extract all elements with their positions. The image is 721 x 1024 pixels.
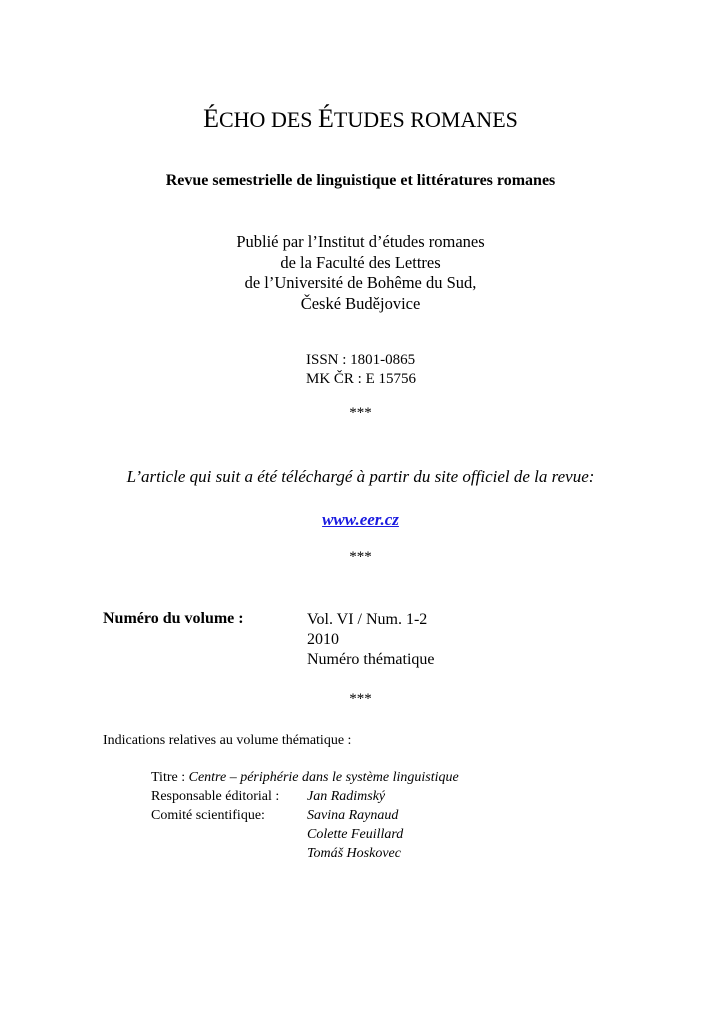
download-notice: L’article qui suit a été téléchargé à partir du site officiel de la revue: [126,467,595,486]
journal-subtitle: Revue semestrielle de linguistique et littératures romanes [165,172,556,189]
publisher-block [0,232,721,314]
journal-title-part-1: CHO DES [219,107,319,132]
committee-member: Colette Feuillard [307,827,404,842]
volume-label: Numéro du volume : [103,610,244,627]
committee-member: Tomáš Hoskovec [307,846,401,861]
mk-text: MK ČR : E 15756 [306,371,417,387]
journal-title [0,104,721,134]
volume-number: Vol. VI / Num. 1-2 [307,611,428,628]
publisher-line: de l’Université de Bohême du Sud, [244,273,477,292]
committee-member: Savina Raynaud [307,808,399,823]
separator: *** [349,549,372,565]
thematic-heading: Indications relatives au volume thématique : [103,733,352,748]
editor-row [151,787,459,806]
committee-row [151,844,459,863]
editor-label: Responsable éditorial : [151,789,280,804]
thematic-title-value: Centre – périphérie dans le système linguistique [188,770,459,785]
committee-label: Comité scientifique: [151,808,265,823]
committee-row [151,806,459,825]
identifiers-block [306,351,416,389]
publisher-line: Publié par l’Institut d’études romanes [236,232,485,251]
publisher-line: České Budějovice [300,293,421,313]
website-line [0,510,721,530]
editor-value: Jan Radimský [307,789,386,804]
journal-title-part-2: TUDES ROMANES [333,107,518,132]
volume-type: Numéro thématique [307,651,435,668]
separator: *** [349,405,372,421]
volume-values [307,610,435,670]
publisher-line: de la Faculté des Lettres [280,252,441,272]
thematic-details [151,768,459,863]
thematic-title-label: Titre : [151,770,189,785]
thematic-title-row [151,768,459,787]
website-link[interactable]: www.eer.cz [322,510,399,529]
committee-row [151,825,459,844]
volume-year: 2010 [307,631,339,648]
issn-text: ISSN : 1801-0865 [306,352,416,368]
journal-title-initial-2: É [318,104,334,133]
journal-title-initial: É [203,104,219,133]
separator: *** [349,691,372,707]
